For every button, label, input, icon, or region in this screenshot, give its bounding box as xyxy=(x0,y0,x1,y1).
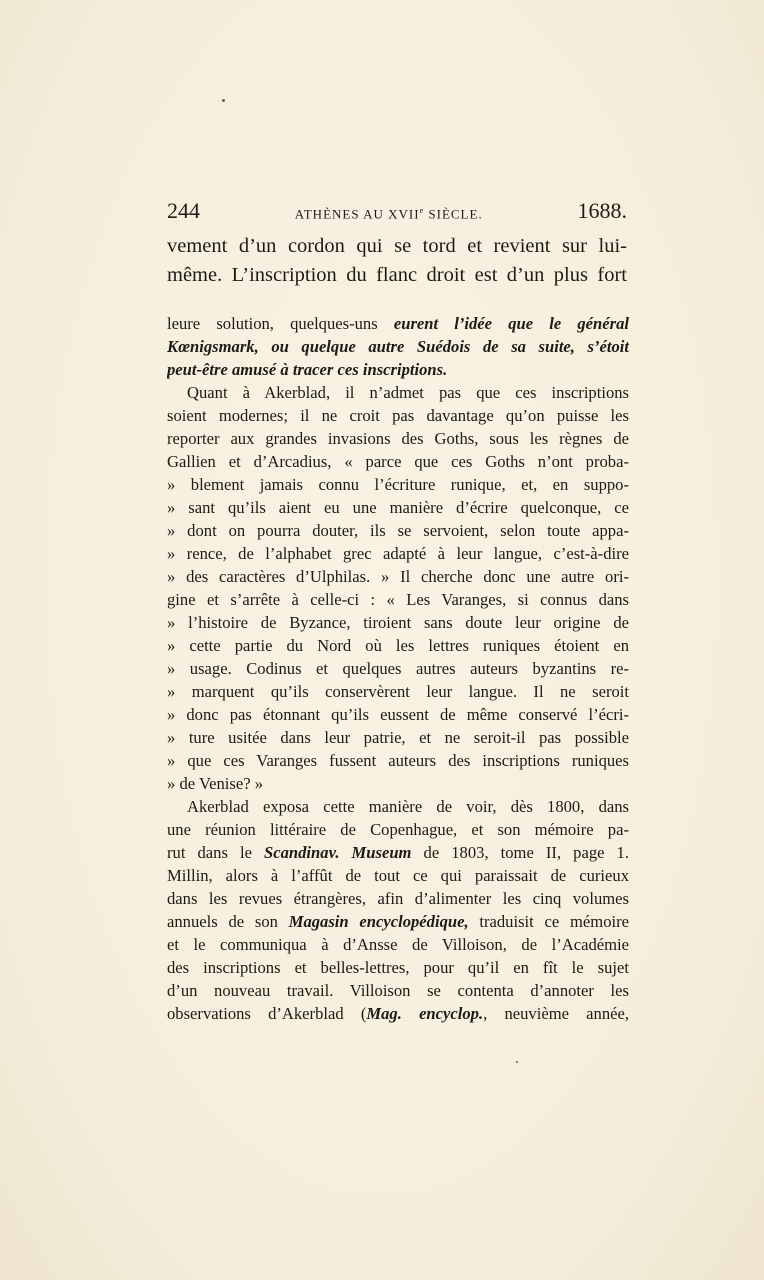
page-header xyxy=(167,198,627,228)
text-line: » donc pas étonnant qu’ils eussent de même conservé l’écri- xyxy=(167,705,629,724)
text-line: » l’histoire de Byzance, tiroient sans doute leur origine de xyxy=(167,613,629,632)
text-line: » des caractères d’Ulphilas. » Il cherche donc une autre ori- xyxy=(167,567,629,586)
text-line: » marquent qu’ils conservèrent leur langue. Il ne seroit xyxy=(167,682,629,701)
text-line: » de Venise? » xyxy=(167,774,264,793)
page-number: 244 xyxy=(167,198,200,223)
text-line: et le communiqua à d’Ansse de Villoison, de l’Académie xyxy=(167,935,629,954)
ink-speck xyxy=(222,99,225,102)
text-line: annuels de son Magasin encyclopédique, traduisit ce mémoire xyxy=(167,912,629,931)
text-line: Gallien et d’Arcadius, « parce que ces Goths n’ont proba- xyxy=(167,452,629,471)
text-line: reporter aux grandes invasions des Goths, sous les règnes de xyxy=(167,429,629,448)
text-line: Quant à Akerblad, il n’admet pas que ces inscriptions xyxy=(187,383,629,402)
ink-speck xyxy=(516,1061,518,1063)
text-line: rut dans le Scandinav. Museum de 1803, tome II, page 1. xyxy=(167,843,629,862)
excerpt-line: même. L’inscription du flanc droit est d’un plus fort xyxy=(167,264,627,286)
text-line: » sant qu’ils aient eu une manière d’écrire quelconque, ce xyxy=(167,498,629,517)
text-line: d’un nouveau travail. Villoison se contenta d’annoter les xyxy=(167,981,629,1000)
text-line: Millin, alors à l’affût de tout ce qui paraissait de curieux xyxy=(167,866,629,885)
header-year: 1688. xyxy=(577,198,627,223)
text-line: soient modernes; il ne croit pas davantage qu’on puisse les xyxy=(167,406,629,425)
text-line: » usage. Codinus et quelques autres auteurs byzantins re- xyxy=(167,659,629,678)
text-line: » blement jamais connu l’écriture runique, et, en suppo- xyxy=(167,475,629,494)
text-line: Akerblad exposa cette manière de voir, dès 1800, dans xyxy=(187,797,629,816)
text-line: » ture usitée dans leur patrie, et ne seroit-il pas possible xyxy=(167,728,629,747)
text-line: observations d’Akerblad (Mag. encyclop., neuvième année, xyxy=(167,1004,629,1023)
text-line: » que ces Varanges fussent auteurs des inscriptions runiques xyxy=(167,751,629,770)
text-line: une réunion littéraire de Copenhague, et son mémoire pa- xyxy=(167,820,629,839)
text-line: des inscriptions et belles-lettres, pour qu’il en fît le sujet xyxy=(167,958,629,977)
text-line: peut-être amusé à tracer ces inscriptions. xyxy=(167,360,448,379)
text-line: » cette partie du Nord où les lettres runiques étoient en xyxy=(167,636,629,655)
text-line: » rence, de l’alphabet grec adapté à leur langue, c’est-à-dire xyxy=(167,544,629,563)
text-line: gine et s’arrête à celle-ci : « Les Varanges, si connus dans xyxy=(167,590,629,609)
text-line: » dont on pourra douter, ils se servoient, selon toute appa- xyxy=(167,521,629,540)
text-line: leure solution, quelques-uns eurent l’idée que le général xyxy=(167,314,629,333)
running-title: ATHÈNES AU XVIIe SIÈCLE. xyxy=(294,205,483,221)
text-line: dans les revues étrangères, afin d’alimenter les cinq volumes xyxy=(167,889,629,908)
body-text xyxy=(167,312,629,1025)
text-line: Kœnigsmark, ou quelque autre Suédois de sa suite, s’étoit xyxy=(167,337,629,356)
top-excerpt xyxy=(167,232,627,290)
excerpt-line: vement d’un cordon qui se tord et revient sur lui- xyxy=(167,235,627,257)
